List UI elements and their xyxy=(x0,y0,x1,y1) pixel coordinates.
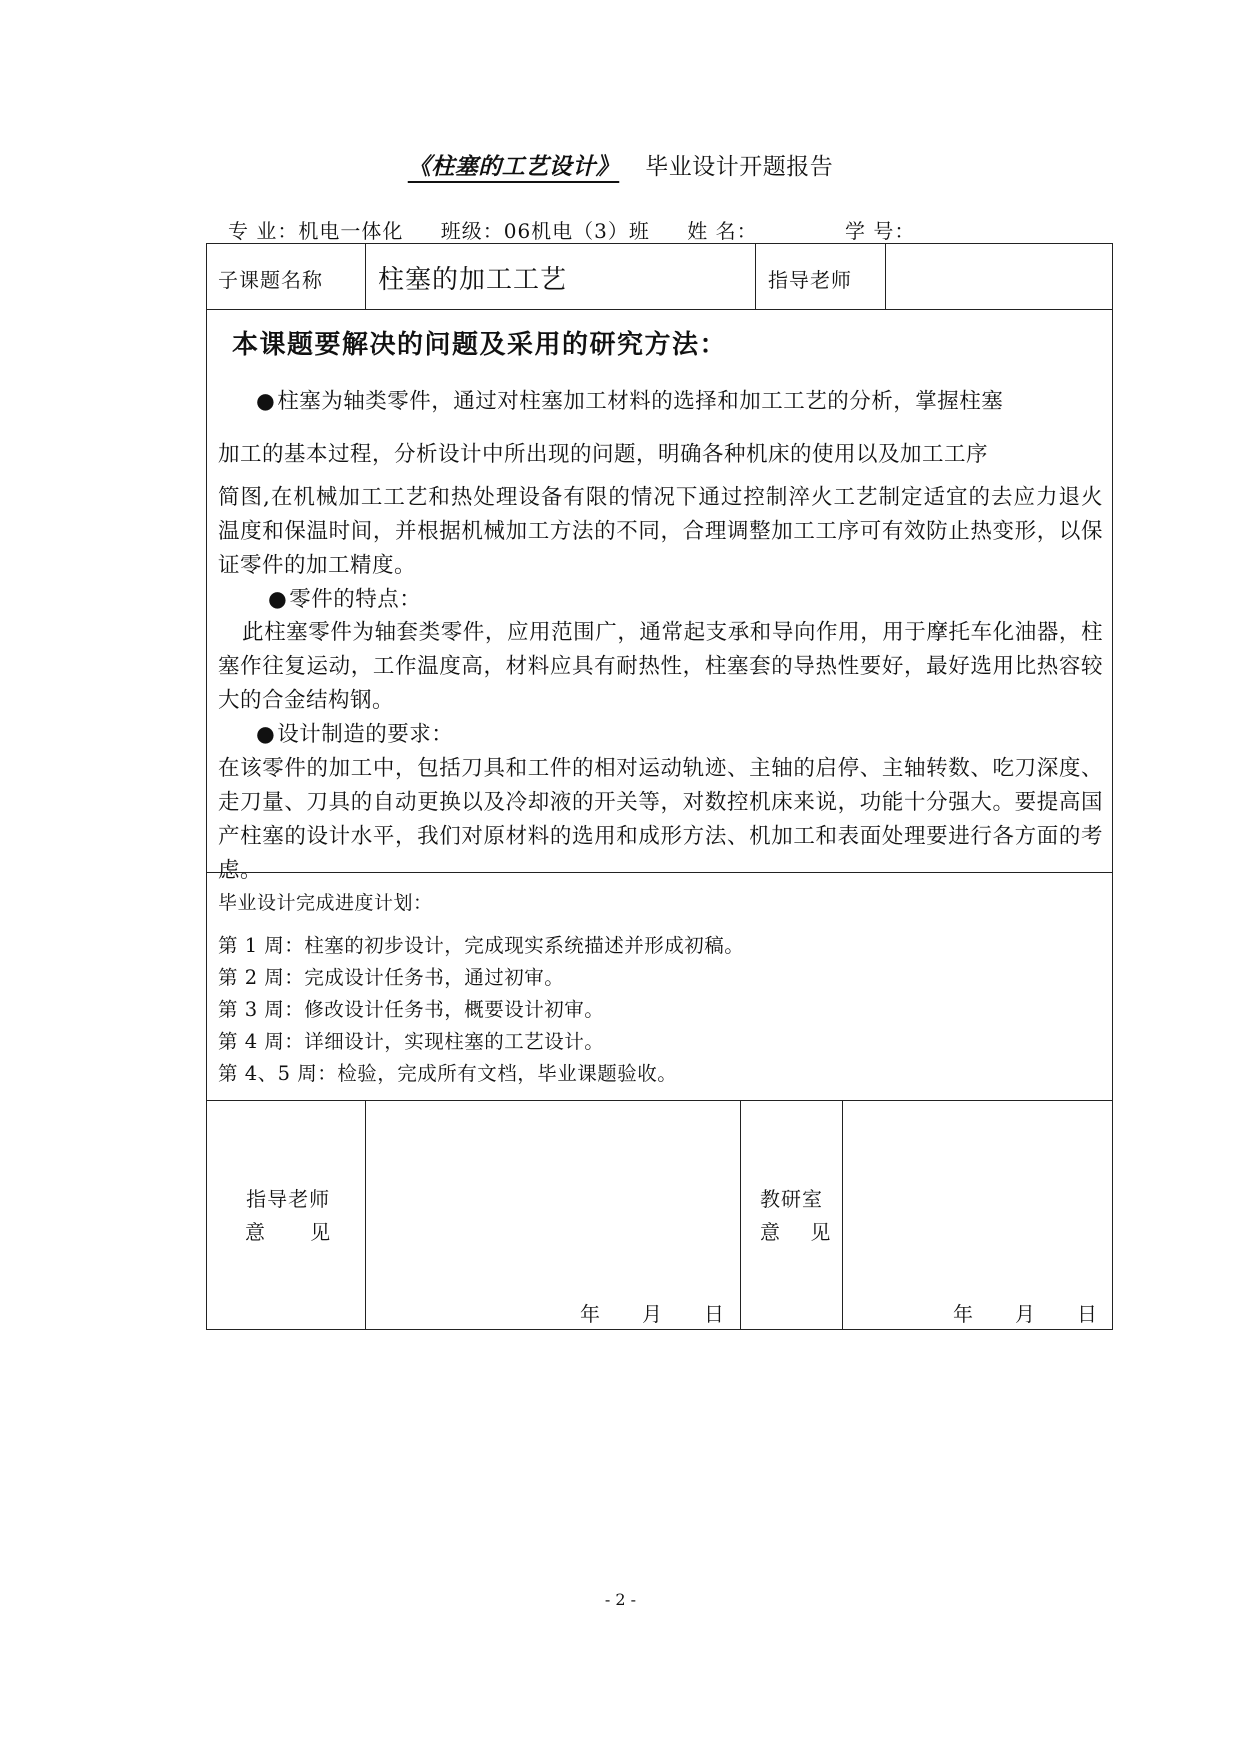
date-year: 年 xyxy=(580,1302,600,1326)
major-field: 专 业：机电一体化 xyxy=(228,219,404,243)
advisor-opinion-label-line2: 意 见 xyxy=(245,1220,332,1244)
intro-line-2: 加工的基本过程，分析设计中所出现的问题，明确各种机床的使用以及加工工序 xyxy=(218,442,989,467)
document-subtitle: 毕业设计开题报告 xyxy=(645,154,834,180)
date-month: 月 xyxy=(642,1302,662,1326)
col-divider-header-3 xyxy=(885,243,886,309)
advisor-opinion-label-line1: 指导老师 xyxy=(246,1187,331,1211)
date-day: 日 xyxy=(1077,1302,1097,1326)
advisor-label: 指导老师 xyxy=(768,268,852,292)
col-divider-header-1 xyxy=(365,243,366,309)
student-info-line xyxy=(228,215,915,244)
class-field: 班级：06机电（3）班 xyxy=(440,219,650,243)
col-divider-opinion-2 xyxy=(740,1100,741,1329)
date-day: 日 xyxy=(704,1302,724,1326)
requirements-heading: 设计制造的要求： xyxy=(277,722,454,747)
requirements-text: 在该零件的加工中，包括刀具和工件的相对运动轨迹、主轴的启停、主轴转数、吃刀深度、走刀量、刀具的自动更换以及冷却液的开关等，对数控机床来说，功能十分强大。要提高国产柱塞的设计水平，我们对原材料的选用和成形方法、机加工和表面处理要进行各方面的考虑。 xyxy=(218,756,1103,883)
bullet-icon: ● xyxy=(256,722,276,747)
bullet-icon: ● xyxy=(256,389,276,414)
row-divider-header xyxy=(206,309,1113,310)
name-field: 姓 名： xyxy=(687,219,758,243)
intro-paragraph-rest: 简图,在机械加工工艺和热处理设备有限的情况下通过控制淬火工艺制定适宜的去应力退火温度和保温时间，并根据机械加工方法的不同，合理调整加工工序可有效防止热变形，以保证零件的加工精度。 xyxy=(218,485,1103,578)
schedule-list xyxy=(218,930,744,1090)
bullet-icon: ● xyxy=(268,587,288,612)
student-id-field: 学 号： xyxy=(844,219,916,243)
features-heading: 零件的特点： xyxy=(289,587,422,612)
requirements-heading-line xyxy=(218,718,1103,752)
dept-opinion-label xyxy=(760,1183,831,1249)
problems-heading: 本课题要解决的问题及采用的研究方法： xyxy=(232,330,728,360)
schedule-item: 第 2 周：完成设计任务书，通过初审。 xyxy=(218,966,565,989)
schedule-item: 第 3 周：修改设计任务书，概要设计初审。 xyxy=(218,998,605,1021)
document-title: 《柱塞的工艺设计》 xyxy=(407,153,620,180)
row-divider-schedule xyxy=(206,1100,1113,1101)
date-year: 年 xyxy=(953,1302,973,1326)
subtopic-label: 子课题名称 xyxy=(218,268,323,292)
schedule-item: 第 1 周：柱塞的初步设计，完成现实系统描述并形成初稿。 xyxy=(218,934,745,957)
col-divider-opinion-1 xyxy=(365,1100,366,1329)
dept-date xyxy=(953,1298,1097,1327)
schedule-title: 毕业设计完成进度计划： xyxy=(218,892,433,914)
intro-line-1 xyxy=(218,385,1103,419)
document-title-line xyxy=(0,148,1241,181)
dept-opinion-label-line1: 教研室 xyxy=(760,1187,823,1211)
col-divider-header-2 xyxy=(755,243,756,309)
subtopic-value: 柱塞的加工工艺 xyxy=(378,265,568,295)
date-month: 月 xyxy=(1015,1302,1035,1326)
col-divider-opinion-3 xyxy=(842,1100,843,1329)
schedule-item: 第 4、5 周：检验，完成所有文档，毕业课题验收。 xyxy=(218,1062,678,1085)
dept-opinion-label-line2: 意 见 xyxy=(760,1220,832,1244)
advisor-date xyxy=(580,1298,724,1327)
page-number: - 2 - xyxy=(604,1590,637,1609)
features-heading-line xyxy=(218,583,1103,617)
intro-text-1: 柱塞为轴类零件，通过对柱塞加工材料的选择和加工工艺的分析，掌握柱塞 xyxy=(277,389,1004,414)
schedule-item: 第 4 周：详细设计，实现柱塞的工艺设计。 xyxy=(218,1030,605,1053)
features-text: 此柱塞零件为轴套类零件，应用范围广，通常起支承和导向作用，用于摩托车化油器，柱塞作往复运动，工作温度高，材料应具有耐热性，柱塞套的导热性要好，最好选用比热容较大的合金结构钢。 xyxy=(218,620,1103,713)
advisor-opinion-label xyxy=(245,1183,331,1249)
